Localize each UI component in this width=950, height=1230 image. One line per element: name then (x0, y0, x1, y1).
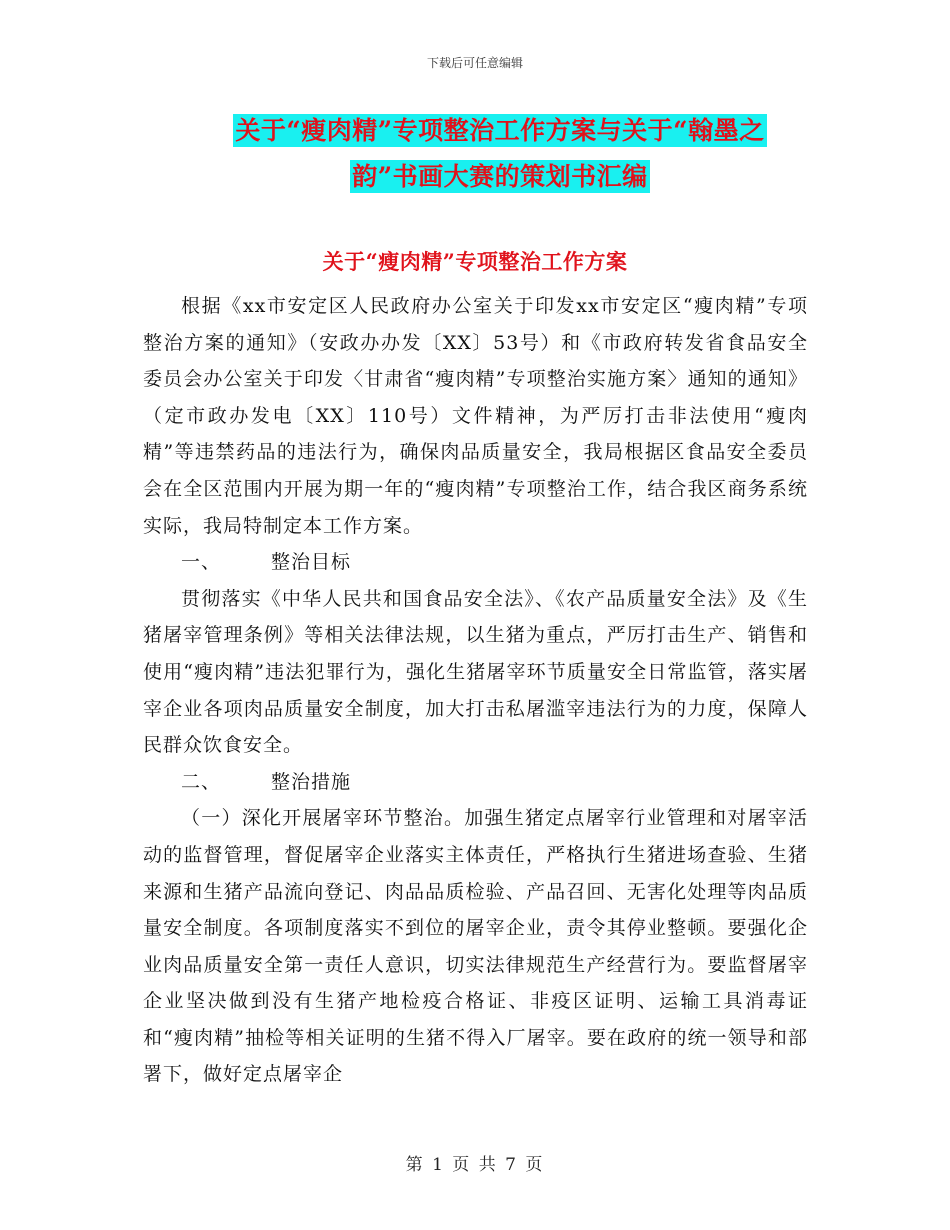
page-header-note: 下载后可任意编辑 (426, 56, 523, 70)
paragraph-objectives: 贯彻落实《中华人民共和国食品安全法》、《农产品质量安全法》及《生猪屠宰管理条例》等相关法律法规，以生猪为重点，严厉打击生产、销售和使用“瘦肉精”违法犯罪行为，强化生猪屠宰环节质量安全日常监管，落实屠宰企业各项肉品质量安全制度，加大打击私屠滥宰违法行为的力度，保障人民群众饮食安全。 (143, 587, 808, 757)
section-title: 关于“瘦肉精”专项整治工作方案 (322, 249, 628, 274)
document-title-line-1: 关于“瘦肉精”专项整治工作方案与关于“翰墨之 (235, 116, 765, 145)
heading-measures-text: 整治措施 (271, 770, 352, 793)
paragraph-intro: 根据《xx市安定区人民政府办公室关于印发xx市安定区“瘦肉精”专项整治方案的通知》（安政办办发〔XX〕53号）和《市政府转发省食品安全委员会办公室关于印发〈甘肃省“瘦肉精”专项整治实施方案〉通知的通知》（定市政办发电〔XX〕110号）文件精神，为严厉打击非法使用“瘦肉精”等违禁药品的违法行为，确保肉品质量安全，我局根据区食品安全委员会在全区范围内开展为期一年的“瘦肉精”专项整治工作，结合我区商务系统实际，我局特制定本工作方案。 (143, 295, 808, 537)
heading-objectives-text: 整治目标 (271, 551, 352, 574)
document-body (143, 288, 808, 1093)
page-number-footer: 第 1 页 共 7 页 (405, 1155, 545, 1175)
paragraph-measures-1: （一）深化开展屠宰环节整治。加强生猪定点屠宰行业管理和对屠宰活动的监督管理，督促屠宰企业落实主体责任，严格执行生猪进场查验、生猪来源和生猪产品流向登记、肉品品质检验、产品召回、无害化处理等肉品质量安全制度。各项制度落实不到位的屠宰企业，责令其停业整顿。要强化企业肉品质量安全第一责任人意识，切实法律规范生产经营行为。要监督屠宰企业坚决做到没有生猪产地检疫合格证、非疫区证明、运输工具消毒证和“瘦肉精”抽检等相关证明的生猪不得入厂屠宰。要在政府的统一领导和部署下，做好定点屠宰企 (143, 807, 808, 1086)
heading-measures-number: 二、 (181, 770, 222, 793)
heading-objectives (143, 544, 808, 581)
heading-measures (143, 764, 808, 801)
document-title-line-2: 韵”书画大赛的策划书汇编 (352, 162, 648, 191)
heading-objectives-number: 一、 (181, 551, 222, 574)
document-title (205, 108, 795, 200)
